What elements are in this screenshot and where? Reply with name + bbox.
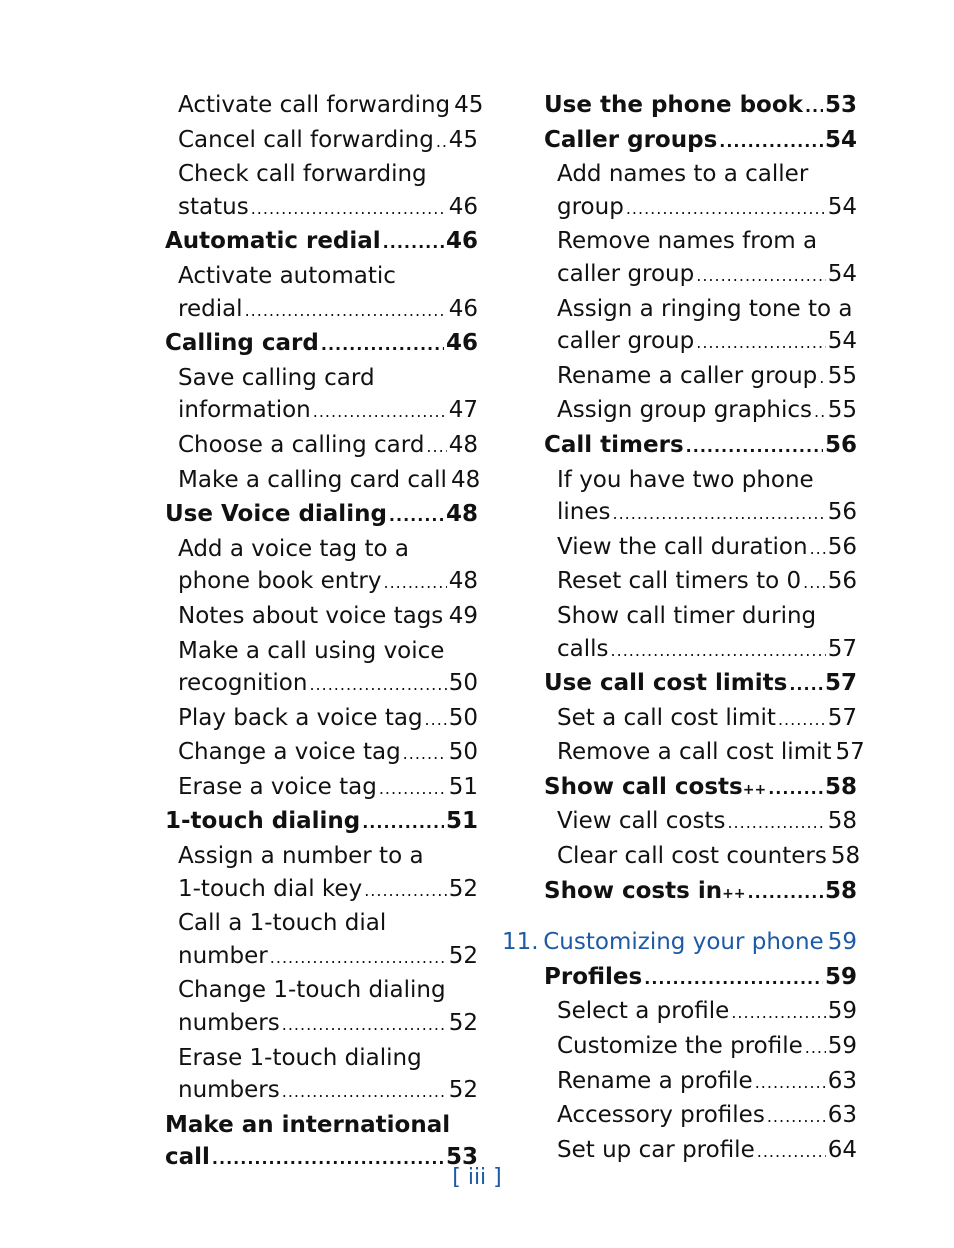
- toc-entry-title: numbers: [178, 1010, 280, 1037]
- leader-dots: [282, 1009, 447, 1042]
- toc-entry-page: 52: [448, 942, 478, 969]
- toc-column-left: [165, 89, 484, 1176]
- toc-entry-page: 46: [445, 330, 478, 357]
- toc-entry-title: Make an international: [165, 1111, 451, 1138]
- toc-entry-subsection[interactable]: [544, 464, 857, 497]
- toc-entry-page: 55: [827, 362, 857, 389]
- toc-entry-title: Activate call forwarding: [178, 92, 451, 118]
- leader-dots: [445, 602, 446, 635]
- toc-entry-page: 58: [827, 808, 857, 835]
- toc-entry-title: number: [178, 942, 268, 969]
- toc-entry-page: 52: [448, 875, 478, 902]
- leader-dots: [755, 1067, 826, 1100]
- leader-dots: [696, 260, 825, 293]
- toc-entry-subsection[interactable]: [544, 225, 857, 258]
- leader-dots: [426, 431, 446, 464]
- toc-entry-subsection[interactable]: [165, 124, 478, 159]
- toc-entry-title: Automatic redial: [165, 228, 381, 255]
- leader-dots: [819, 362, 825, 395]
- toc-entry-subsection[interactable]: [165, 1007, 478, 1042]
- toc-entry-title: View call costs: [557, 808, 726, 835]
- toc-entry-subsection[interactable]: [165, 158, 478, 191]
- toc-entry-page: 54: [827, 328, 857, 355]
- toc-entry-page: 50: [448, 670, 478, 697]
- toc-entry-page: 45: [448, 126, 478, 153]
- toc-entry-page: 51: [445, 808, 478, 835]
- toc-entry-subsection[interactable]: [544, 995, 857, 1030]
- toc-entry-page: 50: [448, 704, 478, 731]
- toc-entry-title: 1-touch dialing: [165, 808, 361, 835]
- toc-entry-subsection[interactable]: [165, 940, 478, 975]
- leader-dots: [748, 877, 823, 910]
- toc-entry-page: 46: [445, 228, 478, 255]
- chapter-number: 11.: [502, 929, 539, 956]
- toc-entry-title: Remove names from a: [557, 228, 818, 255]
- toc-entry-title: Use the phone book: [544, 92, 803, 118]
- toc-entry-subsection[interactable]: [544, 1065, 857, 1100]
- toc-entry-title: Profiles: [544, 963, 643, 990]
- toc-entry-title: Show call costs: [544, 773, 743, 800]
- toc-entry-page: 53: [824, 92, 857, 118]
- chapter-page: 59: [827, 929, 857, 956]
- toc-entry-page: 59: [824, 963, 857, 990]
- toc-entry-title: Make a calling card call: [178, 466, 447, 493]
- toc-entry-subsection[interactable]: [544, 1030, 857, 1065]
- toc-entry-page: 46: [448, 193, 478, 220]
- leader-dots: [789, 669, 823, 702]
- leader-dots: [626, 193, 826, 226]
- toc-entry-page: 63: [827, 1067, 857, 1094]
- leader-dots: [270, 942, 447, 975]
- leader-dots: [757, 1136, 826, 1169]
- toc-entry-subsection[interactable]: [165, 565, 478, 600]
- toc-entry-subsection[interactable]: [165, 974, 478, 1007]
- toc-entry-section[interactable]: [165, 225, 478, 260]
- toc-entry-subsection[interactable]: [165, 191, 478, 226]
- leader-dots: [803, 567, 826, 600]
- toc-entry-title: Select a profile: [557, 998, 730, 1025]
- toc-entry-subsection[interactable]: [165, 736, 478, 771]
- toc-entry-subsection[interactable]: [544, 360, 857, 395]
- toc-entry-page: 48: [450, 466, 481, 493]
- toc-entry-subsection[interactable]: [165, 600, 478, 635]
- leader-dots: [364, 875, 447, 908]
- toc-entry-title: Show costs in: [544, 877, 723, 904]
- toc-entry-title: information: [178, 397, 311, 424]
- toc-entry-page: 53: [445, 1144, 478, 1171]
- toc-entry-subsection[interactable]: [544, 258, 857, 293]
- leader-dots: [810, 533, 826, 566]
- toc-entry-title: Change a voice tag: [178, 739, 401, 766]
- toc-entry-subsection[interactable]: [544, 531, 857, 566]
- toc-entry-title: call: [165, 1144, 210, 1171]
- toc-entry-subsection[interactable]: [165, 771, 478, 806]
- leader-dots: [379, 773, 447, 806]
- toc-entry-subsection[interactable]: [544, 158, 857, 191]
- toc-entry-page: 64: [827, 1136, 857, 1163]
- toc-entry-title: phone book entry: [178, 568, 382, 595]
- toc-entry-page: 45: [454, 92, 484, 118]
- toc-entry-title: Make a call using voice: [178, 637, 445, 664]
- toc-entry-page: 57: [827, 635, 857, 662]
- toc-entry-subsection[interactable]: [544, 1099, 857, 1134]
- toc-entry-page: 58: [824, 773, 857, 800]
- toc-entry-subsection[interactable]: [165, 394, 478, 429]
- toc-entry-page: 55: [827, 397, 857, 424]
- leader-dots: [611, 635, 826, 668]
- toc-entry-title: Erase a voice tag: [178, 773, 377, 800]
- toc-entry-subsection[interactable]: [544, 600, 857, 633]
- toc-entry-page: 51: [448, 773, 478, 800]
- toc-entry-subsection[interactable]: [544, 702, 857, 737]
- toc-entry-title: Rename a profile: [557, 1067, 753, 1094]
- toc-entry-page: 58: [824, 877, 857, 904]
- toc-entry-section[interactable]: [165, 805, 478, 840]
- toc-entry-title: Choose a calling card: [178, 431, 425, 458]
- leader-dots: [362, 807, 444, 840]
- toc-entry-subsection[interactable]: [165, 840, 478, 873]
- toc-entry-page: 56: [824, 431, 857, 458]
- toc-entry-subsection[interactable]: [165, 667, 478, 702]
- toc-entry-section[interactable]: Show call costs ++ ..... 58: [544, 771, 857, 806]
- toc-entry-page: 56: [827, 499, 857, 526]
- toc-entry-title: Set a call cost limit: [557, 704, 776, 731]
- leader-dots: [425, 704, 447, 737]
- toc-entry-title: Check call forwarding: [178, 161, 427, 188]
- toc-entry-section[interactable]: [165, 498, 478, 533]
- toc-entry-title: Save calling card: [178, 364, 375, 391]
- leader-dots: [686, 431, 823, 464]
- toc-entry-title: numbers: [178, 1077, 280, 1104]
- toc-entry-subsection[interactable]: [165, 293, 478, 328]
- toc-entry-page: 57: [827, 704, 857, 731]
- toc-entry-subsection[interactable]: [165, 429, 478, 464]
- toc-entry-subsection[interactable]: [165, 464, 481, 499]
- toc-entry-page: 58: [830, 843, 861, 870]
- toc-entry-subsection[interactable]: [165, 873, 478, 908]
- toc-entry-title: redial: [178, 295, 243, 322]
- toc-entry-title: Reset call timers to 0: [557, 568, 802, 595]
- toc-entry-title: Notes about voice tags: [178, 602, 444, 629]
- leader-dots: [321, 329, 444, 362]
- leader-dots: [805, 91, 823, 124]
- toc-entry-page: 59: [827, 998, 857, 1025]
- toc-entry-page: 57: [824, 670, 857, 697]
- toc-entry-title: Set up car profile: [557, 1136, 755, 1163]
- toc-chapter-heading[interactable]: [502, 926, 857, 961]
- toc-entry-subsection[interactable]: [544, 191, 857, 226]
- toc-entry-subsection[interactable]: [165, 260, 478, 293]
- toc-entry-page: 52: [448, 1077, 478, 1104]
- toc-entry-title: Erase 1-touch dialing: [178, 1044, 422, 1071]
- leader-dots: [245, 295, 447, 328]
- toc-entry-subsection[interactable]: [544, 736, 865, 771]
- toc-entry-page: 59: [827, 1033, 857, 1060]
- toc-entry-section[interactable]: Show costs in ++ ..... 58: [544, 875, 857, 910]
- toc-entry-title: Call a 1-touch dial: [178, 910, 387, 937]
- toc-entry-title: 1-touch dial key: [178, 875, 363, 902]
- toc-entry-subsection[interactable]: [165, 89, 484, 124]
- toc-entry-page: 49: [448, 602, 478, 629]
- toc-entry-subsection[interactable]: [544, 293, 857, 326]
- toc-entry-subsection[interactable]: [165, 907, 478, 940]
- leader-dots: [313, 396, 447, 429]
- toc-entry-subsection[interactable]: [544, 633, 857, 668]
- toc-entry-section[interactable]: [544, 667, 857, 702]
- toc-entry-page: 63: [827, 1102, 857, 1129]
- toc-entry-title: Assign a number to a: [178, 843, 424, 870]
- leader-dots: [383, 567, 446, 600]
- toc-entry-page: 57: [835, 739, 865, 766]
- toc-entry-subsection[interactable]: [544, 1134, 857, 1169]
- toc-entry-section[interactable]: [165, 327, 478, 362]
- toc-entry-title: Activate automatic: [178, 262, 396, 289]
- toc-entry-title: Call timers: [544, 431, 684, 458]
- leader-dots: [805, 1032, 826, 1065]
- toc-entry-section[interactable]: [544, 429, 857, 464]
- toc-entry-title: lines: [557, 499, 611, 526]
- toc-entry-subsection[interactable]: [544, 325, 857, 360]
- leader-dots: [814, 396, 826, 429]
- leader-dots: [309, 669, 446, 702]
- toc-entry-title: Clear call cost counters: [557, 843, 827, 870]
- toc-entry-page: 52: [448, 1010, 478, 1037]
- toc-entry-title: Customize the profile: [557, 1033, 803, 1060]
- toc-entry-page: 48: [448, 568, 478, 595]
- leader-dots: [403, 738, 447, 771]
- toc-entry-title: Cancel call forwarding: [178, 126, 434, 153]
- toc-entry-subsection[interactable]: [165, 1074, 478, 1109]
- toc-entry-title: Add names to a caller: [557, 161, 809, 188]
- toc-entry-page: 54: [824, 126, 857, 153]
- toc-entry-title: Assign group graphics: [557, 397, 813, 424]
- toc-entry-title: recognition: [178, 670, 308, 697]
- toc-entry-subsection[interactable]: [544, 840, 861, 875]
- leader-dots: [613, 498, 826, 531]
- toc-entry-subsection[interactable]: [165, 362, 478, 395]
- toc-entry-title: Use Voice dialing: [165, 501, 387, 528]
- leader-dots: [768, 773, 823, 806]
- toc-entry-title: Caller groups: [544, 126, 718, 153]
- leader-dots: [383, 227, 444, 260]
- toc-entry-title: Change 1-touch dialing: [178, 977, 446, 1004]
- leader-dots: [767, 1101, 826, 1134]
- toc-entry-subsection[interactable]: [544, 565, 857, 600]
- toc-entry-section[interactable]: [544, 124, 857, 159]
- toc-entry-title: Show call timer during: [557, 602, 817, 629]
- leader-dots: [282, 1076, 447, 1109]
- toc-entry-title: Use call cost limits: [544, 670, 788, 697]
- toc-entry-title: calls: [557, 635, 609, 662]
- toc-entry-title: Assign a ringing tone to a: [557, 295, 853, 322]
- toc-entry-page: 56: [827, 533, 857, 560]
- page-number-footer: [ iii ]: [452, 1165, 502, 1190]
- toc-entry-title: Add a voice tag to a: [178, 535, 409, 562]
- toc-entry-page: 48: [448, 431, 478, 458]
- toc-entry-page: 48: [445, 501, 478, 528]
- toc-entry-title: Calling card: [165, 330, 319, 357]
- toc-entry-subsection[interactable]: [165, 635, 478, 668]
- toc-group-right-bottom: [544, 961, 857, 1169]
- leader-dots: [696, 327, 825, 360]
- leader-dots: [389, 500, 444, 533]
- chapter-title: Customizing your phone: [543, 929, 824, 956]
- leader-dots: [436, 126, 447, 159]
- toc-entry-title: Accessory profiles: [557, 1102, 765, 1129]
- toc-entry-subsection[interactable]: [544, 496, 857, 531]
- leader-dots: [727, 807, 825, 840]
- toc-entry-section[interactable]: [544, 89, 857, 124]
- toc-entry-section[interactable]: [544, 961, 857, 996]
- toc-entry-page: 46: [448, 295, 478, 322]
- toc-entry-title: caller group: [557, 260, 695, 287]
- toc-entry-title: status: [178, 193, 249, 220]
- leader-dots: [644, 963, 823, 996]
- toc-entry-page: 50: [448, 739, 478, 766]
- toc-group-right-top: [544, 89, 865, 909]
- toc-entry-title: View the call duration: [557, 533, 808, 560]
- leader-dots: [778, 704, 826, 737]
- toc-entry-title: Rename a caller group: [557, 362, 818, 389]
- toc-entry-subsection[interactable]: [544, 805, 857, 840]
- toc-entry-page: 47: [448, 397, 478, 424]
- toc-entry-title: If you have two phone: [557, 466, 814, 493]
- toc-entry-subsection[interactable]: [544, 394, 857, 429]
- toc-entry-page: 54: [827, 260, 857, 287]
- toc-entry-section[interactable]: [165, 1109, 478, 1142]
- toc-entry-subsection[interactable]: [165, 702, 478, 737]
- toc-entry-title: group: [557, 193, 624, 220]
- toc-entry-title: Remove a call cost limit: [557, 739, 832, 766]
- toc-entry-page: 56: [827, 568, 857, 595]
- leader-dots: [251, 193, 447, 226]
- leader-dots: [719, 126, 823, 159]
- toc-entry-subsection[interactable]: [165, 1042, 478, 1075]
- leader-dots: [731, 997, 825, 1030]
- toc-entry-subsection[interactable]: [165, 533, 478, 566]
- toc-entry-title: caller group: [557, 328, 695, 355]
- toc-entry-title: Play back a voice tag: [178, 704, 423, 731]
- toc-entry-page: 54: [827, 193, 857, 220]
- toc-column-right: [502, 89, 865, 1168]
